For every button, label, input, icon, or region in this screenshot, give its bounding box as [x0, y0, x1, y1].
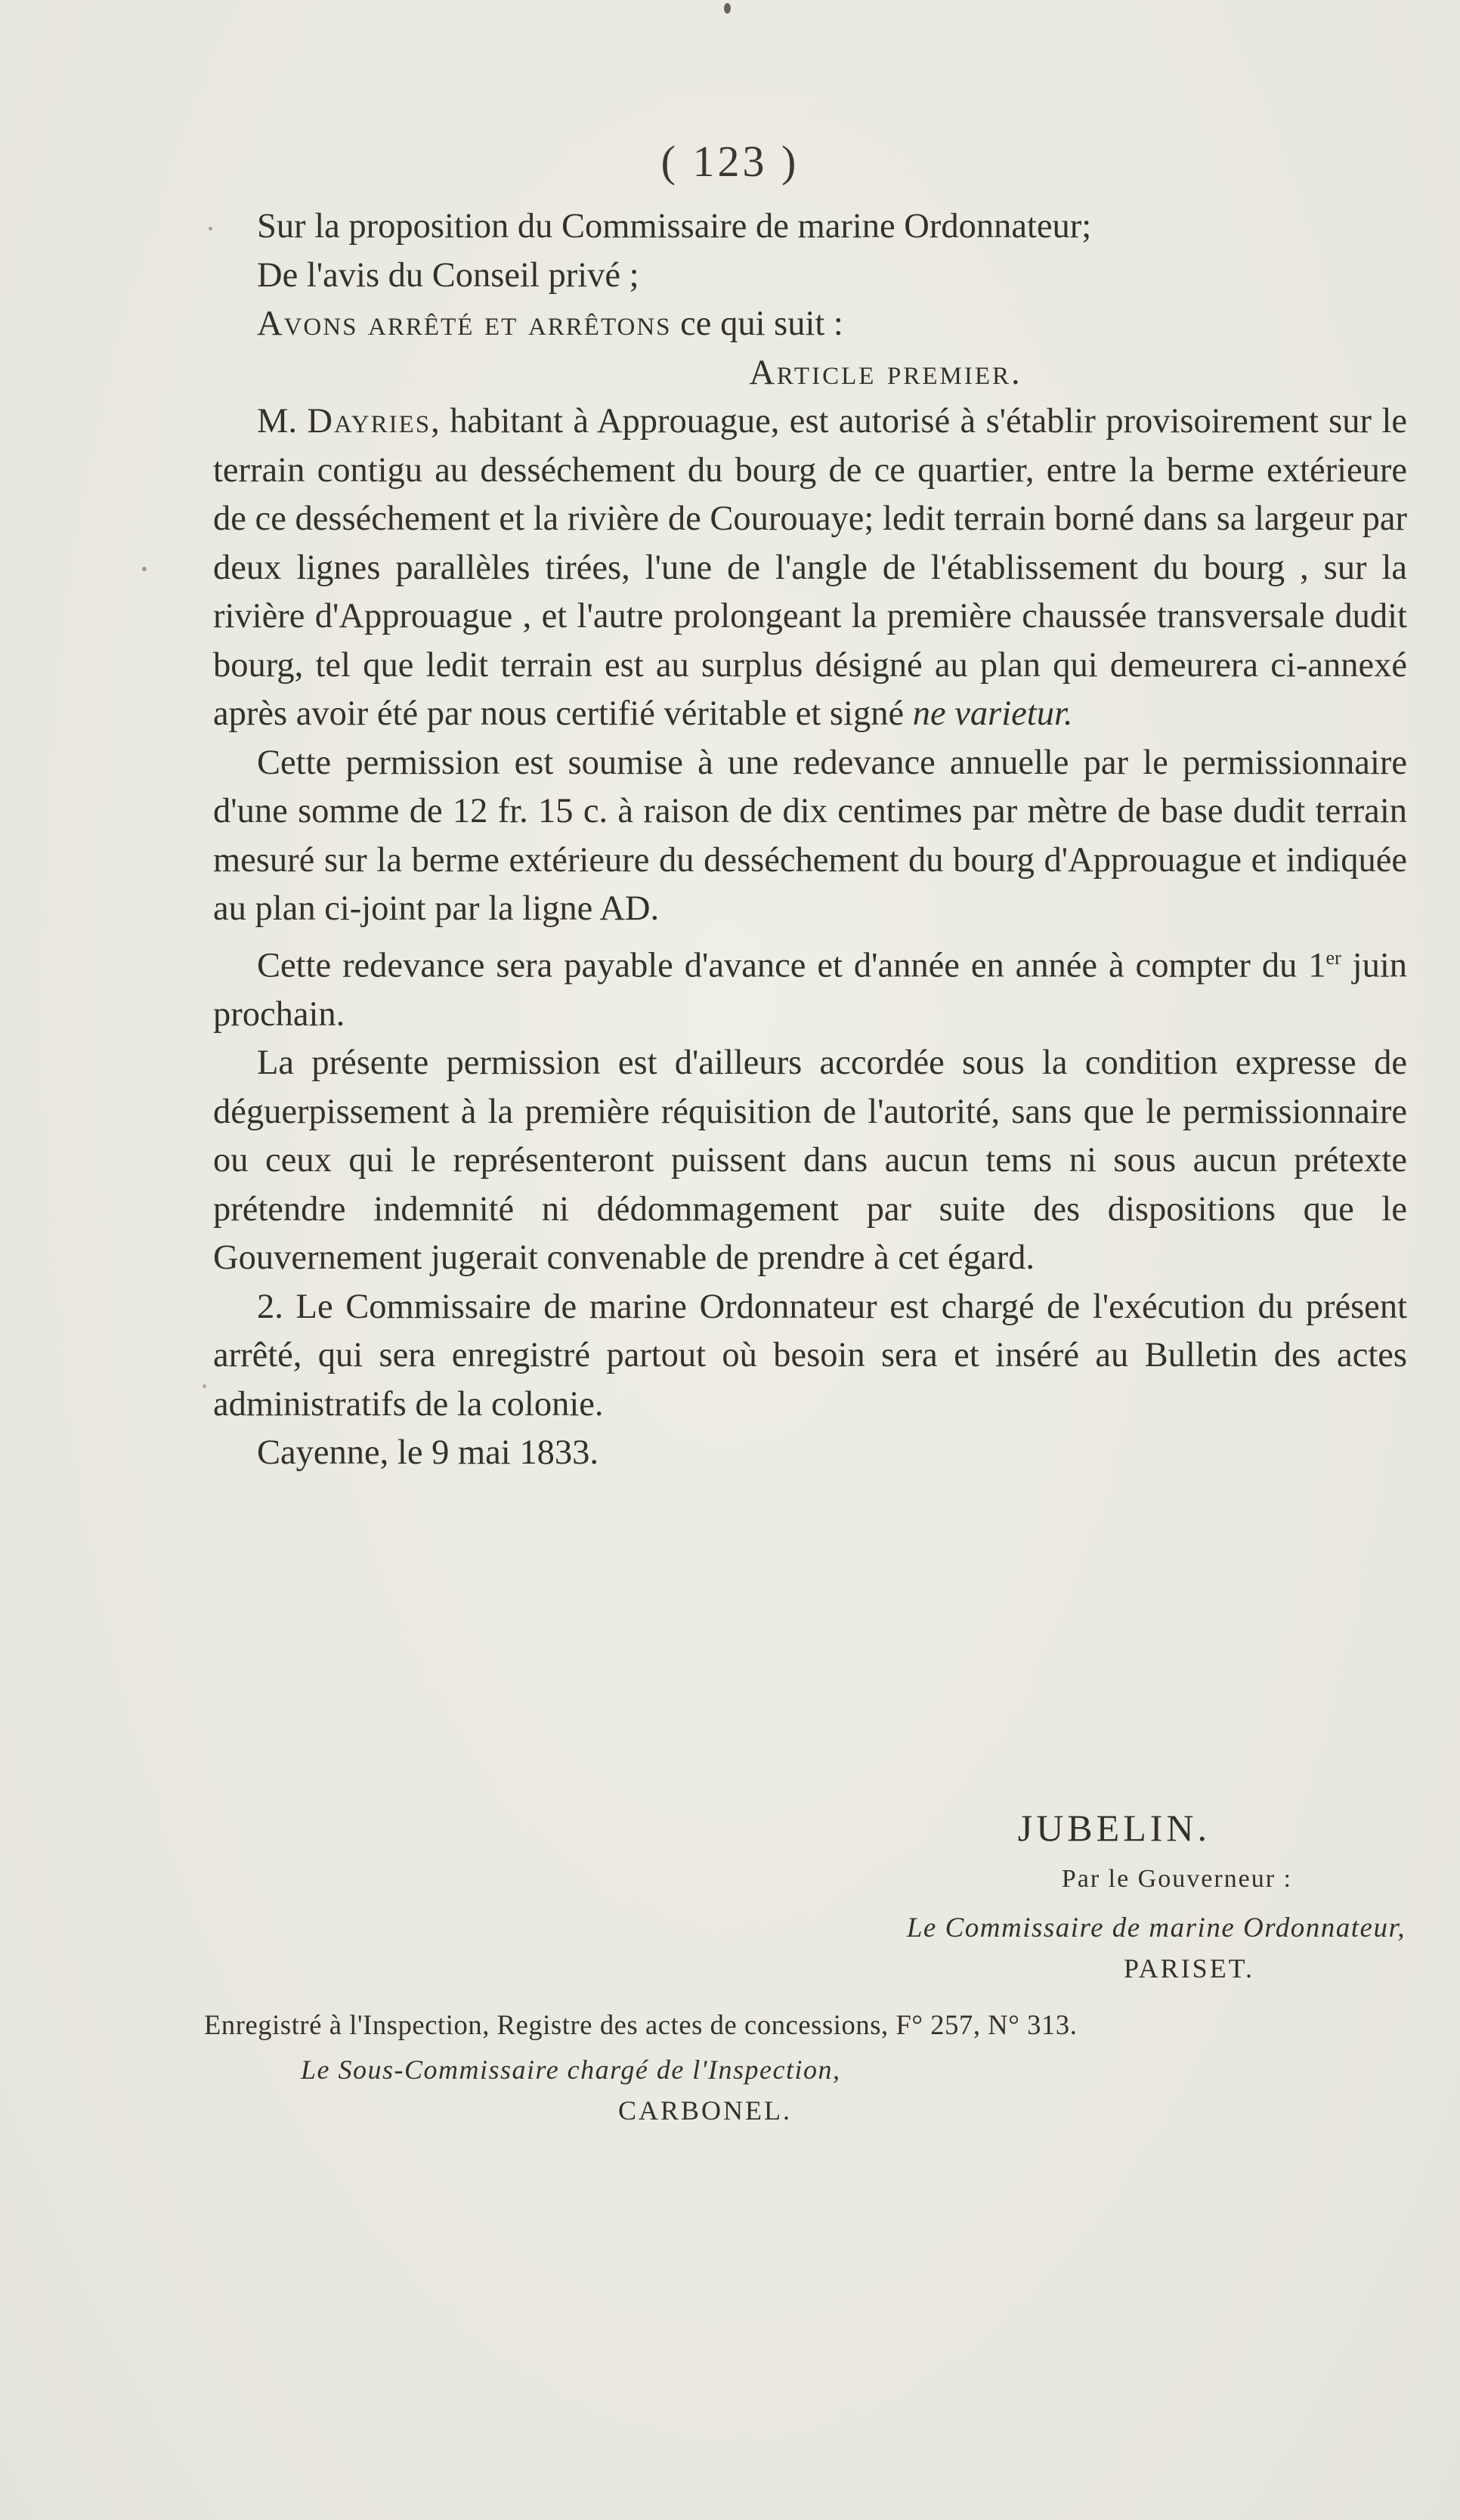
- paragraph-payable: [213, 934, 1407, 1040]
- article-1-text: , habitant à Approuague, est autorisé à s'établir provisoirement sur le terrain contigu au desséchement du bourg de ce quartier, entre la berme extérieure de ce desséchement et la rivière de Courouaye; ledit terrain borné dans sa largeur par deux lignes parallèles tirées, l'une de l'angle de l'établissement du bourg , sur la rivière d'Approuague , et l'autre prolongeant la première chaussée transversale dudit bourg, tel que ledit terrain est au surplus désigné au plan qui demeurera ci-annexé après avoir été par nous certifié véritable et signé: [213, 402, 1407, 733]
- paragraph-redevance: Cette permission est soumise à une redevance annuelle par le permissionnaire d'une somme de 12 fr. 15 c. à raison de dix centimes par mètre de base dudit terrain mesuré sur la berme extérieure du desséchement du bourg d'Approuague et indiquée au plan ci-joint par la ligne AD.: [213, 743, 1407, 928]
- sous-commissaire-name: CARBONEL.: [618, 2095, 793, 2126]
- ink-speck: [203, 1384, 206, 1388]
- paragraph-condition: La présente permission est d'ailleurs accordée sous la condition expresse de déguerpissement à la première réquisition de l'autorité, sans que le permissionnaire ou ceux qui le représenteront puissent dans aucun tems ni sous aucun prétexte prétendre indemnité ni dédommagement par suite des dispositions que le Gouvernement jugerait convenable de prendre à cet égard.: [213, 1044, 1407, 1277]
- payable-text: Cette redevance sera payable d'avance et d'année en année à compter du 1: [257, 946, 1326, 985]
- paragraph-proposition: Sur la proposition du Commissaire de marine Ordonnateur;: [257, 207, 1092, 246]
- commissaire-title: Le Commissaire de marine Ordonnateur,: [906, 1912, 1406, 1943]
- governor-signature: JUBELIN.: [1017, 1807, 1211, 1849]
- commissaire-name: PARISET.: [1123, 1953, 1254, 1984]
- ink-speck: [142, 567, 147, 571]
- payable-text-end: juin prochain.: [213, 946, 1408, 1034]
- monsieur-abbrev: M.: [257, 402, 297, 441]
- ink-speck: [209, 227, 212, 230]
- person-name: Dayries: [307, 402, 432, 441]
- page-number: ( 123 ): [660, 137, 800, 186]
- arretons-caps: Avons arrêté et arrêtons: [257, 305, 672, 343]
- paragraph-article-1: [213, 397, 1407, 739]
- article-heading: Article premier.: [749, 353, 1022, 392]
- arretons-rest: ce qui suit :: [680, 305, 843, 343]
- ink-speck: [724, 3, 731, 14]
- paragraph-avis: De l'avis du Conseil privé ;: [257, 255, 639, 295]
- ne-varietur: ne varietur.: [912, 694, 1073, 733]
- ordinal-sup: er: [1325, 946, 1341, 969]
- registration-note: Enregistré à l'Inspection, Registre des actes de concessions, F° 257, N° 313.: [204, 2009, 1078, 2040]
- decree-body: [213, 203, 1407, 1478]
- sous-commissaire-title: Le Sous-Commissaire chargé de l'Inspection,: [301, 2055, 841, 2085]
- par-le-gouverneur: Par le Gouverneur :: [1061, 1865, 1292, 1893]
- paragraph-article-2: 2. Le Commissaire de marine Ordonnateur est chargé de l'exécution du présent arrêté, qui sera enregistré partout où besoin sera et inséré au Bulletin des actes administratifs de la colonie.: [213, 1287, 1407, 1424]
- paragraph-arretons: [213, 300, 1407, 349]
- paragraph-date: Cayenne, le 9 mai 1833.: [257, 1433, 599, 1472]
